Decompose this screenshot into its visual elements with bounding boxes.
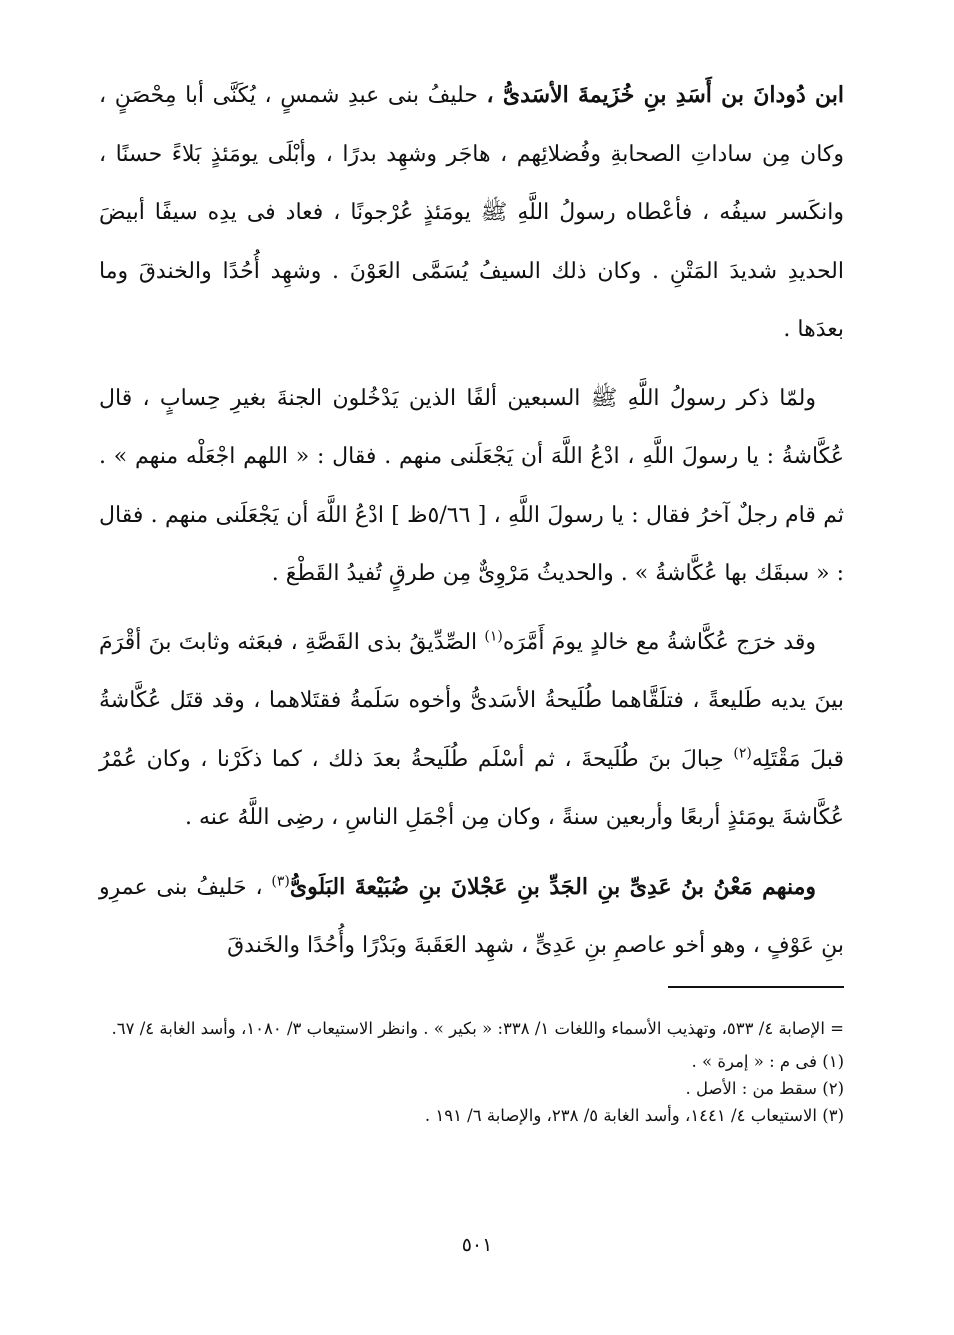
paragraph-text: ، حَليفُ بنى عمرِو بنِ عَوْفٍ ، وهو أخو عاصمِ بنِ عَدِىٍّ ، شهِد العَقَبةَ وبَدْرًا وأُحُدًا والخَندقَ (99, 874, 844, 958)
footnote-ref-3[interactable]: (٣) (271, 873, 290, 890)
footnote-continued: = الإصابة ٤/ ٥٣٣، وتهذيب الأسماء واللغات ١/ ٣٣٨: « بكير » . وانظر الاستيعاب ٣/ ١٠٨٠، وأسد الغابة ٤/ ٦٧. (111, 1019, 844, 1038)
main-text (99, 66, 844, 976)
paragraph-text: حِبالَ بنَ طُلَيحةَ ، ثم أسْلَم طُلَيحةُ بعدَ ذلك ، كما ذكَرْنا ، وكان عُمْرُ عُكَّاشةَ يومَئذٍ أربعًا وأربعين سنةً ، وكان مِن أجْمَلِ الناسِ ، رضِى اللَّهُ عنه . (99, 746, 844, 830)
paragraph-text: ولمّا ذكر رسولُ اللَّهِ ﷺ السبعين ألفًا الذين يَدْخُلون الجنةَ بغيرِ حِسابٍ ، قال عُكَّاشةُ : يا رسولَ اللَّهِ ، ادْعُ اللَّهَ أن يَجْعَلَنى منهم . فقال : « اللهم اجْعَلْه منهم » . ثم قام رجلٌ آخرُ فقال : يا رسولَ اللَّهِ ، [ ٥/٦٦ظ ] ادْعُ اللَّهَ أن يَجْعَلَنى منهم . فقال : « سبقَك بها عُكَّاشةُ » . والحديثُ مَرْوِىٌّ مِن طرقٍ تُفيدُ القَطْعَ . (99, 385, 844, 586)
person-name: ابن دُودانَ بن أَسَدِ بنِ خُزَيمةَ الأسَدىُّ ، (486, 82, 844, 108)
footnote-2: (٢) سقط من : الأصل . (685, 1079, 844, 1098)
page-number: ٥٠١ (461, 1234, 493, 1256)
paragraph-text: حليفُ بنى عبدِ شمسٍ ، يُكَنَّى أبا مِحْصَنٍ ، وكان مِن ساداتِ الصحابةِ وفُضلائِهم ، هاجَر وشهِد بدرًا ، وأبْلَى يومَئذٍ بَلاءً حسنًا ، وانكَسر سيفُه ، فأعْطاه رسولُ اللَّهِ ﷺ يومَئذٍ عُرْجونًا ، فعاد فى يدِه سيفًا أبيضَ الحديدِ شديدَ المَتْنِ . وكان ذلك السيفُ يُسَمَّى العَوْنَ . وشهِد أُحُدًا والخندقَ وما بعدَها . (99, 83, 844, 342)
paragraph-1 (99, 66, 844, 360)
footnote-1: (١) فى م : « إمرة » . (691, 1052, 844, 1071)
paragraph-3 (99, 614, 844, 848)
person-name: ومنهم مَعْنُ بنُ عَدِىِّ بنِ الجَدِّ بنِ عَجْلانَ بنِ ضُبَيْعةَ البَلَوىُّ (289, 873, 816, 900)
paragraph-text: وقد خرَج عُكَّاشةُ مع خالدٍ يومَ أَمَّرَه (502, 629, 816, 655)
footnote-3: (٣) الاستيعاب ٤/ ١٤٤١، وأسد الغابة ٥/ ٢٣٨، والإصابة ٦/ ١٩١ . (424, 1106, 844, 1125)
footnote-separator (668, 986, 844, 988)
paragraph-text: الصِّدِّيقُ بذى القَصَّةِ ، فبعَثه وثابتَ بنَ أقْرَمَ بينَ يديه طَليعةً ، فتلَقَّاهما طُلَيحةُ الأسَدىُّ وأخوه سَلَمةُ فقتَلاهما ، وقد قتَل عُكَّاشةُ قبلَ مَقْتَلِه (99, 629, 844, 772)
paragraph-2 (99, 370, 844, 604)
footnotes (99, 1015, 844, 1129)
footnote-ref-2[interactable]: (٢) (733, 745, 752, 762)
paragraph-4 (99, 858, 844, 976)
footnote-ref-1[interactable]: (١) (484, 628, 503, 645)
